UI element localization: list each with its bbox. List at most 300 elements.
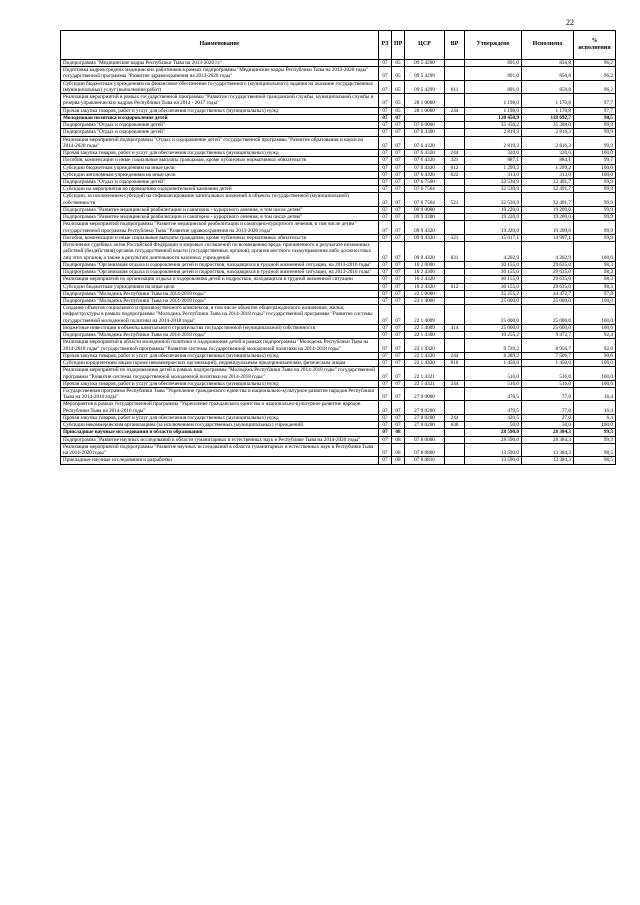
cell-vr xyxy=(445,443,465,456)
cell-rz: 07 xyxy=(379,276,392,283)
cell-approved: 25 000,0 xyxy=(465,305,522,325)
cell-rz: 07 xyxy=(379,290,392,297)
cell-name: Подпрограмма "Организация отдыха и оздоровления детей и подростков, находящихся в трудной жизненной ситуации, на 2013-2016 годы" xyxy=(61,261,379,268)
cell-rz: 07 xyxy=(379,380,392,387)
cell-pr: 07 xyxy=(392,297,405,304)
cell-approved: 120 450,9 xyxy=(465,114,522,121)
cell-rz: 07 xyxy=(379,352,392,359)
page-number: 22 xyxy=(566,18,574,27)
cell-rz: 07 xyxy=(379,283,392,290)
cell-executed: 19 200,0 xyxy=(522,214,574,221)
cell-percent: 92,4 xyxy=(574,332,616,339)
cell-name: Прочая закупка товаров, работ и услуг для обеспечения государственных (муниципальных) нужд xyxy=(61,150,379,157)
cell-pr: 07 xyxy=(392,129,405,136)
cell-percent: 100,0 xyxy=(574,380,616,387)
cell-name: Пособия, компенсации и иные социальные выплаты гражданам, кроме публичных нормативных обязательств xyxy=(61,234,379,241)
cell-approved: 1 198,0 xyxy=(465,94,522,107)
cell-approved: 35 350,2 xyxy=(465,122,522,129)
cell-pr: 07 xyxy=(392,380,405,387)
cell-csr: 09 9 0000 xyxy=(405,206,445,213)
cell-percent: 100,0 xyxy=(574,164,616,171)
cell-vr xyxy=(445,178,465,185)
cell-executed: 29 635,0 xyxy=(522,276,574,283)
cell-vr xyxy=(445,290,465,297)
cell-vr xyxy=(445,401,465,414)
cell-approved: 28 590,0 xyxy=(465,436,522,443)
cell-percent: 100,0 xyxy=(574,150,616,157)
cell-vr xyxy=(445,129,465,136)
table-row xyxy=(61,401,616,414)
cell-vr: 244 xyxy=(445,414,465,421)
cell-approved: 15 017,1 xyxy=(465,234,522,241)
cell-approved: 420,5 xyxy=(465,414,522,421)
cell-pr: 07 xyxy=(392,186,405,193)
cell-pr: 07 xyxy=(392,122,405,129)
cell-rz: 07 xyxy=(379,414,392,421)
cell-percent: 100,0 xyxy=(574,171,616,178)
cell-name: Подпрограмма "Организация отдыха и оздоровления детей и подростков, находящихся в трудной жизненной ситуации, на 2013-2016 годы" xyxy=(61,269,379,276)
cell-executed: 29 635,0 xyxy=(522,261,574,268)
cell-csr: 28 1 0000 xyxy=(405,94,445,107)
cell-pr: 07 xyxy=(392,352,405,359)
cell-vr: 612 xyxy=(445,283,465,290)
cell-pr: 07 xyxy=(392,136,405,149)
cell-name: Прочая закупка товаров, работ и услуг для обеспечения государственных (муниципальных) нужд xyxy=(61,414,379,421)
cell-approved: 13 590,0 xyxy=(465,443,522,456)
table-row xyxy=(61,221,616,234)
cell-pr: 07 xyxy=(392,283,405,290)
cell-csr: 07 6 4320 xyxy=(405,171,445,178)
header-pr: ПР xyxy=(392,31,405,60)
cell-vr: 630 xyxy=(445,422,465,429)
cell-name: Подпрограмма "Развитие научных исследований в области гуманитарных и естественных наук в Республике Тыва на 2014-2020 годы" xyxy=(61,436,379,443)
cell-percent: 96,2 xyxy=(574,67,616,80)
table-row xyxy=(61,324,616,331)
cell-vr xyxy=(445,206,465,213)
cell-executed: 34 472,7 xyxy=(522,290,574,297)
cell-percent: 96,2 xyxy=(574,80,616,93)
cell-percent: 6,4 xyxy=(574,414,616,421)
cell-csr: 07 6 7504 xyxy=(405,186,445,193)
cell-executed: 516,0 xyxy=(522,367,574,380)
cell-vr: 622 xyxy=(445,171,465,178)
cell-vr: 321 xyxy=(445,234,465,241)
cell-name: Государственная программа Республики Тыва "Укрепление гражданского единства и национально-культурное развитие народов Республики Тыва на 2014-2016 годы" xyxy=(61,388,379,401)
cell-approved: 887,1 xyxy=(465,157,522,164)
cell-executed: 1 170,8 xyxy=(522,107,574,114)
cell-csr: 22 1 4320 xyxy=(405,360,445,367)
cell-approved: 4 202,9 xyxy=(465,242,522,262)
cell-executed: 856,8 xyxy=(522,80,574,93)
cell-vr xyxy=(445,221,465,234)
cell-percent: 98,5 xyxy=(574,443,616,456)
cell-rz: 07 xyxy=(379,388,392,401)
cell-percent: 99,9 xyxy=(574,234,616,241)
cell-vr xyxy=(445,214,465,221)
cell-rz: 07 xyxy=(379,214,392,221)
cell-executed: 25 000,0 xyxy=(522,297,574,304)
cell-name: Подпрограмма "Молодежь Республики Тыва на 2014-2018 годы" xyxy=(61,297,379,304)
cell-pr: 07 xyxy=(392,332,405,339)
cell-csr xyxy=(405,114,445,121)
cell-percent: 99,9 xyxy=(574,206,616,213)
cell-vr xyxy=(445,276,465,283)
header-vr: ВР xyxy=(445,31,465,60)
cell-approved: 19 220,0 xyxy=(465,214,522,221)
cell-approved: 35 255,2 xyxy=(465,290,522,297)
cell-name: Реализация мероприятий по организации отдыха и оздоровления детей и подростков, находящихся в трудной жизненной ситуации xyxy=(61,276,379,283)
cell-rz: 07 xyxy=(379,206,392,213)
cell-rz: 07 xyxy=(379,422,392,429)
cell-name: Подпрограмма "Отдых и оздоровление детей" xyxy=(61,178,379,185)
cell-vr: 244 xyxy=(445,380,465,387)
cell-percent: 98,3 xyxy=(574,283,616,290)
cell-percent: 16,4 xyxy=(574,388,616,401)
table-row xyxy=(61,414,616,421)
cell-executed: 1 170,8 xyxy=(522,94,574,107)
cell-name: Субсидии бюджетным учреждениям на иные цели xyxy=(61,164,379,171)
cell-executed: 19 200,0 xyxy=(522,221,574,234)
cell-pr: 07 xyxy=(392,367,405,380)
table-body xyxy=(61,60,616,465)
cell-approved: 891,0 xyxy=(465,80,522,93)
cell-executed: 1 299,2 xyxy=(522,164,574,171)
cell-rz: 07 xyxy=(379,136,392,149)
cell-csr: 07 6 4320 xyxy=(405,164,445,171)
cell-csr: 07 6 4320 xyxy=(405,150,445,157)
cell-vr: 831 xyxy=(445,242,465,262)
cell-name: Подпрограмма "Развитие медицинской реабилитации и санаторно - курортного лечения, в том числе детям" xyxy=(61,206,379,213)
cell-percent: 100,0 xyxy=(574,422,616,429)
cell-approved: 30 155,0 xyxy=(465,276,522,283)
cell-rz: 07 xyxy=(379,436,392,443)
table-row xyxy=(61,206,616,213)
cell-executed: 516,0 xyxy=(522,380,574,387)
cell-approved: 470,5 xyxy=(465,401,522,414)
cell-vr xyxy=(445,436,465,443)
cell-csr xyxy=(405,429,445,436)
cell-pr: 07 xyxy=(392,360,405,367)
cell-approved: 2 819,3 xyxy=(465,129,522,136)
cell-name: Молодежная политика и оздоровление детей xyxy=(61,114,379,121)
cell-rz: 07 xyxy=(379,60,392,67)
table-row xyxy=(61,107,616,114)
table-row xyxy=(61,186,616,193)
table-row xyxy=(61,261,616,268)
cell-csr: 22 1 4300 xyxy=(405,332,445,339)
cell-vr xyxy=(445,94,465,107)
table-row xyxy=(61,150,616,157)
table-row xyxy=(61,290,616,297)
cell-csr: 07 6 4320 xyxy=(405,136,445,149)
cell-approved: 891,0 xyxy=(465,60,522,67)
cell-approved: 13 590,0 xyxy=(465,457,522,464)
cell-name: Реализация мероприятий по оздоровлению детей в рамках подпрограммы "Молодежь Республики Тыва на 2014-2018 годы" государственной программы "Развитие системы государственной молодежной политики на 2014-2018 годы" xyxy=(61,367,379,380)
cell-rz: 07 xyxy=(379,242,392,262)
cell-percent: 96,2 xyxy=(574,60,616,67)
cell-csr: 27 0 0000 xyxy=(405,388,445,401)
cell-rz: 07 xyxy=(379,457,392,464)
cell-csr: 22 1 4321 xyxy=(405,380,445,387)
cell-pr: 07 xyxy=(392,269,405,276)
cell-pr: 08 xyxy=(392,443,405,456)
cell-csr: 09 5 4200 xyxy=(405,60,445,67)
table-row xyxy=(61,339,616,352)
cell-percent: 98,3 xyxy=(574,261,616,268)
cell-executed: 28 384,3 xyxy=(522,429,574,436)
cell-percent: 97,7 xyxy=(574,94,616,107)
cell-approved: 9 739,2 xyxy=(465,339,522,352)
cell-executed: 25 000,0 xyxy=(522,324,574,331)
cell-csr: 09 9 4320 xyxy=(405,221,445,234)
cell-name: Субсидии автономным учреждениям на иные цели xyxy=(61,171,379,178)
table-row xyxy=(61,443,616,456)
cell-pr: 07 xyxy=(392,414,405,421)
table-row xyxy=(61,164,616,171)
table-row xyxy=(61,114,616,121)
cell-rz: 07 xyxy=(379,171,392,178)
cell-name: Подпрограмма "Отдых и оздоровление детей" xyxy=(61,122,379,129)
cell-executed: 4 202,9 xyxy=(522,242,574,262)
cell-rz: 07 xyxy=(379,114,392,121)
cell-name: Подпрограмма "Молодежь Республики Тыва на 2014-2018 годы" xyxy=(61,332,379,339)
table-row xyxy=(61,136,616,149)
cell-percent: 100,0 xyxy=(574,367,616,380)
cell-vr: 244 xyxy=(445,107,465,114)
cell-executed: 35 308,0 xyxy=(522,122,574,129)
cell-pr: 05 xyxy=(392,67,405,80)
cell-vr: 521 xyxy=(445,193,465,206)
cell-approved: 50,0 xyxy=(465,422,522,429)
cell-rz: 07 xyxy=(379,150,392,157)
cell-name: Субсидии бюджетным учреждениям на финансовое обеспечение государственного (муниципального) задания на оказание государственных (муниципальных) услуг (выполнение работ) xyxy=(61,80,379,93)
cell-percent: 99,9 xyxy=(574,122,616,129)
cell-pr: 08 xyxy=(392,429,405,436)
cell-executed: 7 506,7 xyxy=(522,352,574,359)
table-row xyxy=(61,352,616,359)
table-row xyxy=(61,214,616,221)
cell-approved: 32 530,9 xyxy=(465,186,522,193)
cell-pr: 07 xyxy=(392,193,405,206)
cell-approved: 891,0 xyxy=(465,67,522,80)
cell-approved: 313,0 xyxy=(465,171,522,178)
cell-pr: 05 xyxy=(392,107,405,114)
cell-executed: 19 200,0 xyxy=(522,206,574,213)
table-row xyxy=(61,60,616,67)
cell-approved: 30 155,0 xyxy=(465,261,522,268)
table-header-row xyxy=(61,31,616,60)
cell-percent: 98,3 xyxy=(574,269,616,276)
cell-vr xyxy=(445,339,465,352)
cell-approved: 2 819,3 xyxy=(465,136,522,149)
cell-approved: 30 155,0 xyxy=(465,269,522,276)
cell-pr: 07 xyxy=(392,214,405,221)
header-approved: Утверждено xyxy=(465,31,522,60)
cell-executed: 118 692,7 xyxy=(522,114,574,121)
cell-csr: 22 1 4321 xyxy=(405,367,445,380)
cell-rz: 07 xyxy=(379,367,392,380)
cell-executed: 27,0 xyxy=(522,414,574,421)
cell-name: Реализация мероприятий подпрограммы "Отдых и оздоровление детей" государственной программы "Развитие образования и науки на 2014-2020 годы" xyxy=(61,136,379,149)
cell-pr: 07 xyxy=(392,150,405,157)
cell-csr: 09 5 4299 xyxy=(405,80,445,93)
cell-name: Реализация мероприятий подпрограммы "Развитие научных исследований в области гуманитарных и естественных наук в Республике Тыва на 2014-2020 годы" xyxy=(61,443,379,456)
cell-csr: 22 1 4009 xyxy=(405,305,445,325)
cell-rz: 07 xyxy=(379,332,392,339)
cell-csr: 07 8 0810 xyxy=(405,457,445,464)
table-row xyxy=(61,457,616,464)
cell-rz: 07 xyxy=(379,401,392,414)
cell-percent: 99,9 xyxy=(574,221,616,234)
table-row xyxy=(61,429,616,436)
cell-vr xyxy=(445,305,465,325)
cell-rz: 07 xyxy=(379,234,392,241)
cell-rz: 07 xyxy=(379,178,392,185)
cell-csr: 22 1 0000 xyxy=(405,290,445,297)
cell-vr xyxy=(445,261,465,268)
cell-name: Прочая закупка товаров, работ и услуг для обеспечения государственных (муниципальных) нужд xyxy=(61,380,379,387)
cell-vr: 321 xyxy=(445,157,465,164)
cell-rz: 07 xyxy=(379,324,392,331)
cell-approved: 10 255,2 xyxy=(465,332,522,339)
cell-rz: 07 xyxy=(379,193,392,206)
cell-pr: 07 xyxy=(392,388,405,401)
cell-approved: 19 220,0 xyxy=(465,221,522,234)
cell-executed: 77,0 xyxy=(522,388,574,401)
cell-rz: 07 xyxy=(379,339,392,352)
cell-percent: 99,7 xyxy=(574,157,616,164)
cell-csr: 27 0 0200 xyxy=(405,422,445,429)
cell-vr: 244 xyxy=(445,352,465,359)
cell-pr: 07 xyxy=(392,324,405,331)
cell-percent: 100,0 xyxy=(574,297,616,304)
cell-percent: 99,9 xyxy=(574,214,616,221)
table-row xyxy=(61,380,616,387)
cell-vr xyxy=(445,429,465,436)
cell-pr: 07 xyxy=(392,234,405,241)
cell-pr: 07 xyxy=(392,305,405,325)
budget-execution-table xyxy=(60,30,616,465)
cell-csr: 07 8 0800 xyxy=(405,443,445,456)
cell-rz: 07 xyxy=(379,429,392,436)
table-row xyxy=(61,193,616,206)
header-csr: ЦСР xyxy=(405,31,445,60)
cell-pr: 05 xyxy=(392,60,405,67)
table-row xyxy=(61,436,616,443)
table-row xyxy=(61,367,616,380)
cell-approved: 25 000,0 xyxy=(465,324,522,331)
cell-rz: 07 xyxy=(379,122,392,129)
cell-rz: 07 xyxy=(379,67,392,80)
cell-csr: 22 1 4320 xyxy=(405,339,445,352)
table-row xyxy=(61,67,616,80)
cell-approved: 320,0 xyxy=(465,150,522,157)
cell-percent: 99,9 xyxy=(574,186,616,193)
cell-vr xyxy=(445,297,465,304)
cell-csr: 27 0 0200 xyxy=(405,414,445,421)
cell-name: Реализация мероприятий подпрограммы "Развитие медицинской реабилитации и санаторно-курортного лечения, в том числе детям" государственной программы Республики Тыва "Развитие здравоохранения на 2013-2020 годы" xyxy=(61,221,379,234)
cell-approved: 516,0 xyxy=(465,380,522,387)
cell-approved: 32 530,9 xyxy=(465,178,522,185)
cell-vr xyxy=(445,136,465,149)
cell-pr: 07 xyxy=(392,401,405,414)
cell-approved: 25 000,0 xyxy=(465,297,522,304)
cell-percent: 97,8 xyxy=(574,290,616,297)
cell-vr: 612 xyxy=(445,164,465,171)
table-row xyxy=(61,283,616,290)
cell-approved: 1 450,0 xyxy=(465,360,522,367)
table-row xyxy=(61,178,616,185)
table-row xyxy=(61,129,616,136)
cell-csr: 09 5 4299 xyxy=(405,67,445,80)
cell-pr: 07 xyxy=(392,171,405,178)
cell-name: Субсидии на мероприятия по проведению оздоровительной кампании детей xyxy=(61,186,379,193)
cell-percent: 99,3 xyxy=(574,429,616,436)
cell-vr: 414 xyxy=(445,324,465,331)
cell-approved: 28 590,0 xyxy=(465,429,522,436)
cell-csr: 09 9 4320 xyxy=(405,234,445,241)
cell-name: Бюджетные инвестиции в объекты капитального строительства государственной (муниципальной) собственности xyxy=(61,324,379,331)
cell-name: Подпрограмма "Медицинские кадры Республики Тыва на 2013-2020 гг." xyxy=(61,60,379,67)
cell-pr: 07 xyxy=(392,242,405,262)
table-row xyxy=(61,269,616,276)
cell-csr: 07 6 0000 xyxy=(405,122,445,129)
cell-name: Прочая закупка товаров, работ и услуг для обеспечения государственных (муниципальных) нужд xyxy=(61,107,379,114)
cell-percent: 99,9 xyxy=(574,178,616,185)
cell-csr: 10 2 4320 xyxy=(405,283,445,290)
cell-executed: 28 384,3 xyxy=(522,436,574,443)
header-executed: Исполнено xyxy=(522,31,574,60)
cell-executed: 856,8 xyxy=(522,60,574,67)
table-row xyxy=(61,80,616,93)
cell-executed: 13 384,3 xyxy=(522,457,574,464)
header-name: Наименование xyxy=(61,31,379,60)
cell-percent: 99,9 xyxy=(574,129,616,136)
cell-csr: 10 2 4320 xyxy=(405,276,445,283)
cell-rz: 07 xyxy=(379,269,392,276)
cell-csr: 27 0 0200 xyxy=(405,401,445,414)
cell-executed: 32 491,7 xyxy=(522,178,574,185)
cell-pr: 05 xyxy=(392,80,405,93)
cell-percent: 16,4 xyxy=(574,401,616,414)
table-row xyxy=(61,360,616,367)
cell-pr: 07 xyxy=(392,221,405,234)
cell-approved: 8 289,2 xyxy=(465,352,522,359)
cell-executed: 313,0 xyxy=(522,171,574,178)
cell-executed: 320,0 xyxy=(522,150,574,157)
cell-rz: 07 xyxy=(379,443,392,456)
cell-approved: 30 155,0 xyxy=(465,283,522,290)
table-row xyxy=(61,297,616,304)
cell-csr: 22 1 4009 xyxy=(405,324,445,331)
cell-percent: 100,0 xyxy=(574,242,616,262)
cell-pr: 08 xyxy=(392,457,405,464)
cell-rz: 07 xyxy=(379,305,392,325)
table-row xyxy=(61,94,616,107)
header-percent: % исполнения xyxy=(574,31,616,60)
header-rz: РЗ xyxy=(379,31,392,60)
cell-csr: 09 9 4320 xyxy=(405,242,445,262)
cell-name: Подготовка кадров средних медицинских работников в рамках подпрограммы "Медицинские кадры Республики Тыва на 2013-2020 годы" государственной программы "Развитие здравоохранения на 2013-2020 годы" xyxy=(61,67,379,80)
cell-vr xyxy=(445,67,465,80)
cell-vr xyxy=(445,122,465,129)
cell-rz: 07 xyxy=(379,261,392,268)
cell-executed: 29 635,0 xyxy=(522,269,574,276)
cell-executed: 9 472,7 xyxy=(522,332,574,339)
cell-percent: 90,6 xyxy=(574,352,616,359)
cell-percent: 98,5 xyxy=(574,114,616,121)
cell-vr: 810 xyxy=(445,360,465,367)
